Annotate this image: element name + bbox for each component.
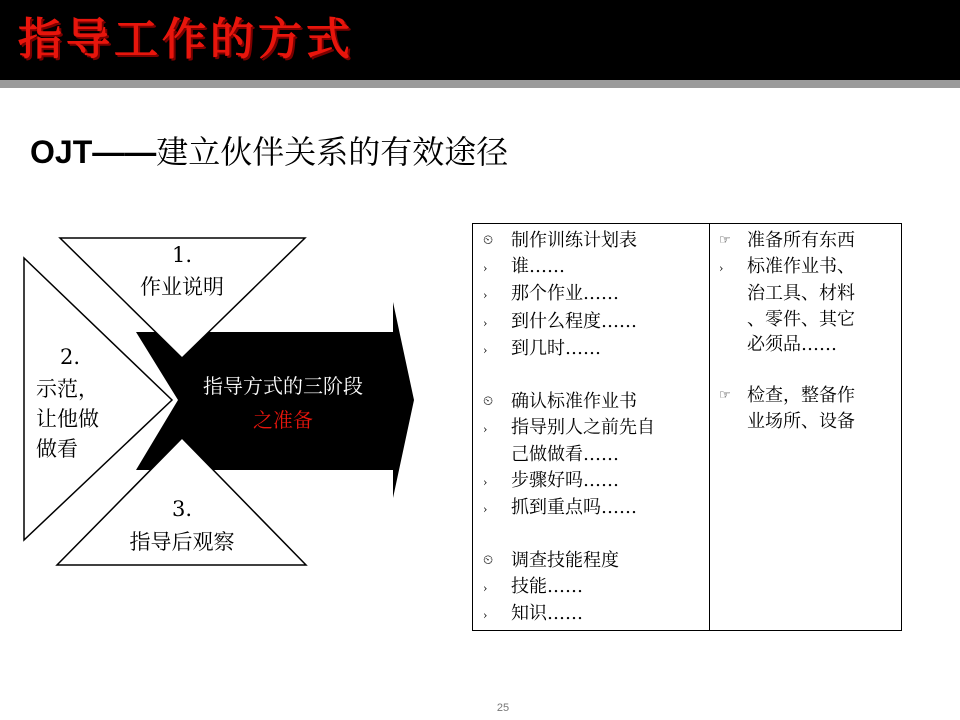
list-item-text: 那个作业……	[511, 283, 619, 304]
column-divider	[709, 224, 710, 630]
chevron-right-icon: ›	[719, 261, 724, 275]
step3-label: 指导后观察	[129, 530, 235, 554]
step1-number: 1.	[171, 243, 193, 267]
list-item-text: 到什么程度……	[511, 310, 637, 332]
list-item	[483, 309, 705, 337]
step3-number: 3.	[171, 497, 193, 521]
left-column	[483, 228, 705, 629]
subtitle-text: 建立伙伴关系的有效途径	[156, 133, 509, 171]
list-item-text: 检查，整备作	[747, 385, 855, 406]
list-item-text: 抓到重点吗……	[511, 497, 637, 518]
chevron-right-icon: ›	[483, 261, 488, 275]
arrow-label-line1: 指导方式的三阶段	[203, 374, 363, 398]
chevron-right-icon: ›	[483, 475, 488, 489]
clock-icon: ⏲	[483, 553, 494, 568]
preparation-table	[472, 223, 902, 631]
list-item-text: 技能……	[511, 575, 583, 597]
list-item-text: 指导别人之前先自	[511, 416, 655, 438]
list-item	[483, 254, 705, 282]
arrow-label-line2: 之准备	[253, 408, 313, 432]
list-item-text: 标准作业书、	[747, 255, 855, 277]
subtitle-ojt: OJT	[30, 134, 93, 170]
list-item	[483, 468, 705, 496]
hand-pointer-icon: ☞	[719, 233, 731, 248]
step2-line2: 让他做	[36, 407, 99, 431]
list-item-text: 步骤好吗……	[511, 469, 619, 491]
list-item	[483, 389, 705, 415]
list-item-text: 业场所、设备	[747, 410, 855, 432]
list-item-text: 己做做看……	[511, 444, 619, 465]
chevron-right-icon: ›	[483, 316, 488, 330]
group-title: 调查技能程度	[511, 550, 619, 571]
group-title: 确认标准作业书	[511, 391, 637, 412]
clock-icon: ⏲	[483, 394, 494, 409]
list-item	[483, 548, 705, 574]
step2-line1: 示范，	[36, 377, 99, 401]
right-column	[719, 228, 899, 434]
step2-number: 2.	[59, 345, 81, 369]
chevron-right-icon: ›	[483, 422, 488, 436]
list-item-text: 、零件、其它	[747, 308, 855, 330]
list-item	[483, 495, 705, 523]
list-item	[483, 415, 705, 443]
list-item	[719, 228, 899, 254]
list-item-text: 到几时……	[511, 338, 601, 359]
list-item	[483, 601, 705, 629]
hand-pointer-icon: ☞	[719, 388, 731, 403]
list-item-text: 必须品……	[747, 334, 837, 355]
step2-line3: 做看	[36, 437, 78, 461]
list-item	[483, 336, 705, 364]
clock-icon: ⏲	[483, 233, 494, 248]
page-number: 25	[496, 702, 510, 714]
list-item	[719, 383, 899, 409]
chevron-right-icon: ›	[483, 503, 488, 516]
list-item-text: 知识……	[511, 603, 583, 624]
step1-label: 作业说明	[140, 275, 224, 299]
chevron-right-icon: ›	[483, 289, 488, 302]
list-item-text: 治工具、材料	[747, 283, 855, 304]
list-item-text: 谁……	[511, 255, 565, 277]
chevron-right-icon: ›	[483, 581, 488, 595]
group-title: 准备所有东西	[747, 230, 855, 251]
page-title: 指导工作的方式	[18, 14, 354, 65]
chevron-right-icon: ›	[483, 344, 488, 357]
list-item	[719, 254, 899, 282]
subtitle-dash: ——	[92, 134, 157, 170]
chevron-right-icon: ›	[483, 609, 488, 622]
group-title: 制作训练计划表	[511, 230, 637, 251]
list-item	[483, 574, 705, 602]
list-item	[483, 281, 705, 309]
list-item	[483, 228, 705, 254]
